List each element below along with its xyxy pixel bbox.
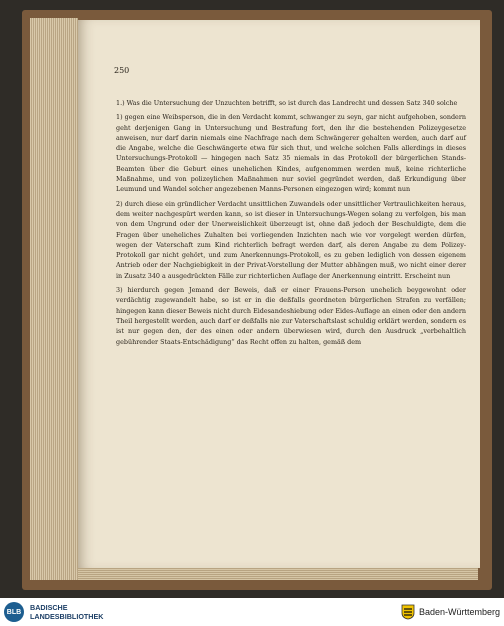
paragraph-3: 3) hierdurch gegen Jemand der Beweis, daß er einer Frauens-Person unehelich beygewohnt oder verdächtig zugewandelt habe, so ist er in die deßfalls geordneten bürgerlichen Strafen zu verfällen; hingegen kann dieser Beweis nicht durch Eidesandeshiebung oder Eides-Auflage an einen oder den andern Theil hergestellt werden, auch darf er deßfalls nie zur Vaterschaftslast schuldig erklärt werden, sondern es ist nur gegen den, der des einen oder andern überwiesen wird, durch den Ausdruck „verbehaltlich gebührender Staats-Entschädigung“ das Recht offen zu halten, gemäß dem (116, 286, 466, 346)
page-text (116, 70, 466, 351)
paragraph-2: 2) durch diese ein gründlicher Verdacht unsittlichen Zuwandels oder unsittlicher Vertraulichkeiten heraus, dem weiter nachgespürt werden kann, so ist dieser in Untersuchungs-Wegen solang zu verfolgen, bis man von dem Ungrund oder der Unerweislichkeit überzeugt ist, ohne daß jedoch der Beschuldigte, dem die Fragen über uneheliches Zuhalten bei vorliegenden Inzichten nach wie vor vorgelegt werden dürfen, wegen der Vaterschaft zum Kind richterlich befragt werden darf, als deren Angabe zu dem Polizey-Protokoll gar nicht gehört, und zum Anerkennungs-Protokoll, es zu geben lediglich von dessen eigenem Antrieb oder der Nachgiebigkeit in der Privat-Vorstellung der Mutter abhängen muß, wo nicht einer derer in Zusatz 340 a ausgedrückten Fälle zur richterlichen Auflage der Anerkennung eintritt. Erscheint nun (116, 199, 466, 280)
coat-of-arms-icon (401, 604, 415, 620)
page-number: 250 (114, 66, 130, 75)
paragraph-intro: 1.) Was die Untersuchung der Unzuchten betrifft, so ist durch das Landrecht und dessen Satz 340 solche (116, 99, 458, 107)
footer-bar (0, 598, 504, 626)
blb-name[interactable] (30, 603, 103, 621)
blb-name-line1: BADISCHE (30, 603, 68, 612)
blb-logo-icon[interactable]: BLB (4, 602, 24, 622)
bw-label: Baden-Württemberg (418, 607, 500, 617)
blb-name-line2: LANDESBIBLIOTHEK (30, 612, 104, 621)
page-edges-left (30, 18, 78, 580)
paragraph-1: 1) gegen eine Weibsperson, die in den Verdacht kommt, schwanger zu seyn, gar nicht aufgehoben, sondern geht derjenigen Gang in Untersuchung und Bestrafung fort, den ihr die bestehenden Polizeygesetze anweisen, nur darf darin niemals eine Nachfrage nach dem Schwängerer gehalten werden, auch darf auf die Angabe, welche die Geschwängerte etwa für sich thut, und welche solchen Falls allerdings in dieses Untersuchungs-Protokoll — hingegen nach Satz 35 niemals in das Protokoll der bürgerlichen Stands-Beamten über die Geburt eines unehelichen Kindes, aufgenommen werden muß, keine richterliche Maßnahme, und von polizeylichen Maßnahmen nur soviel gegründet werden, daß Erkundigung über Leumund und Wandel solcher angezebenen Manns-Personen eingezogen wird; kommt nun (116, 113, 466, 194)
book-page (78, 20, 480, 568)
bw-logo[interactable] (401, 604, 500, 620)
page-edges-bottom (78, 566, 478, 580)
